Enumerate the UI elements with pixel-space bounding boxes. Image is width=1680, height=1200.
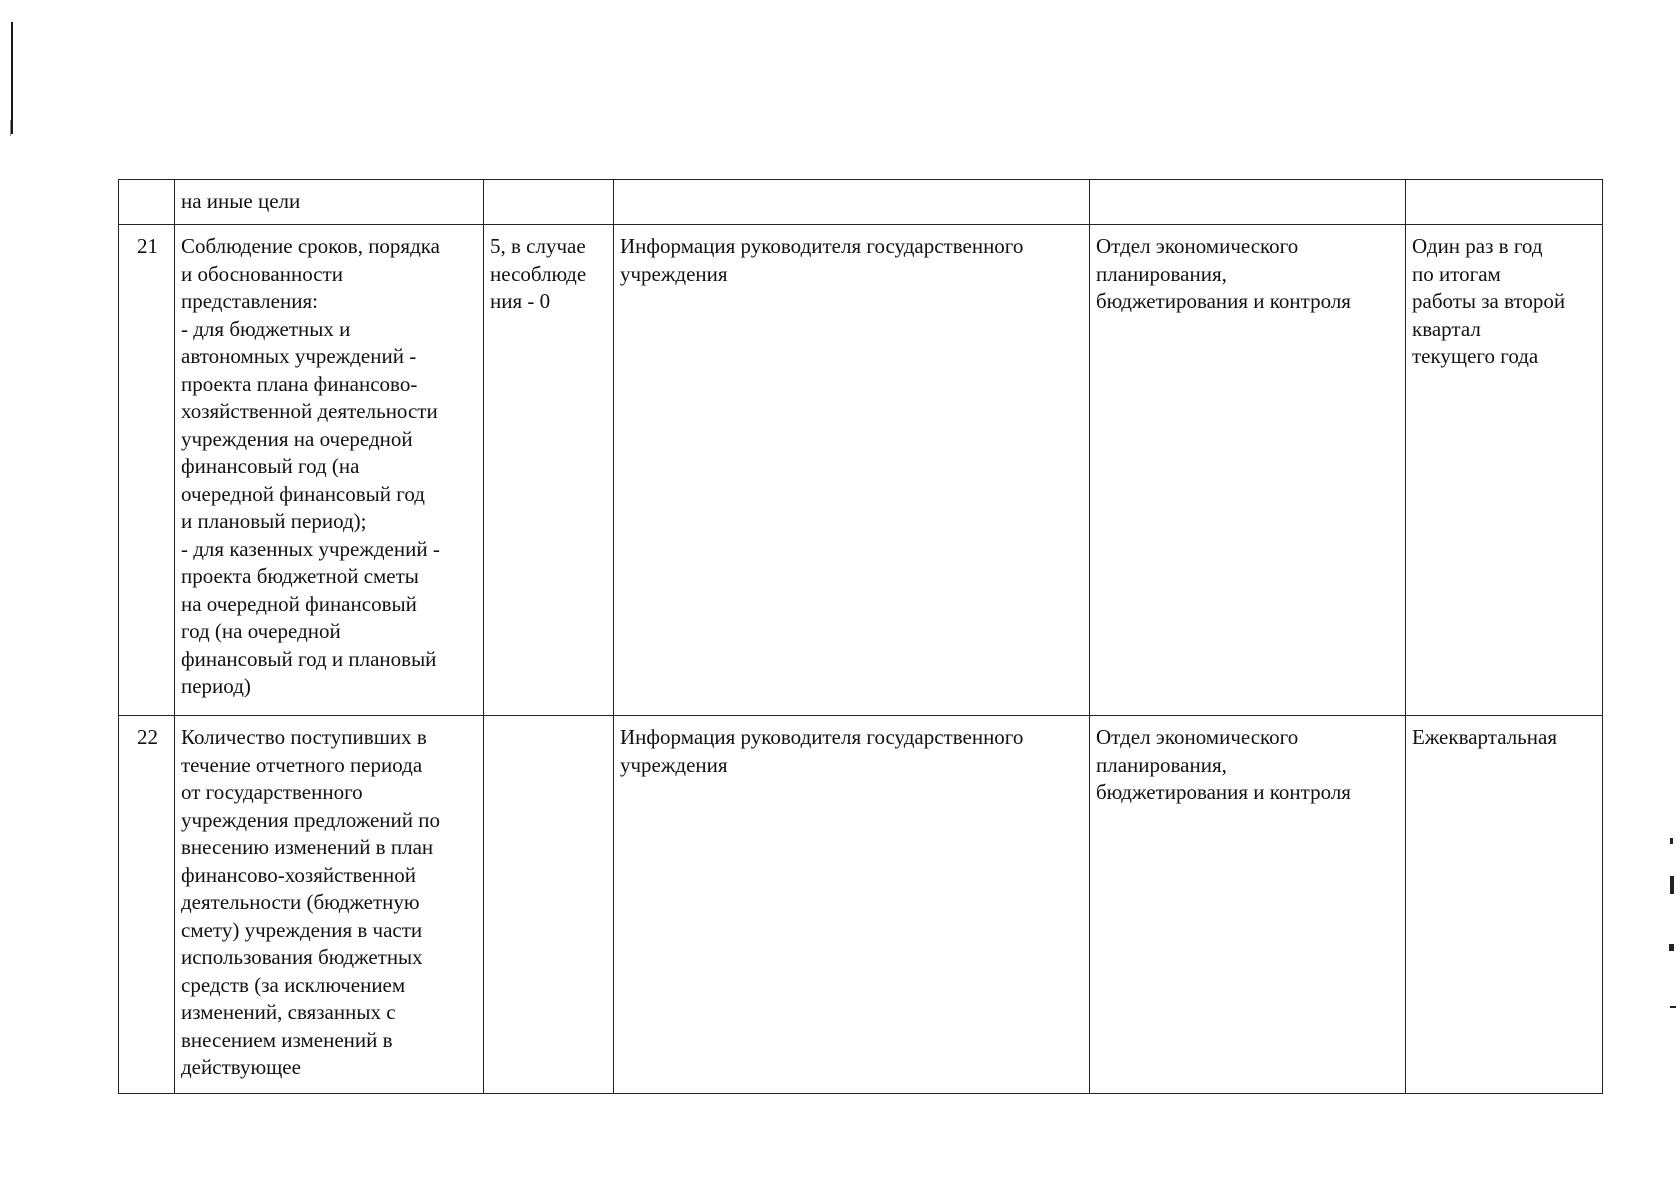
source-cell: [614, 180, 1090, 225]
frequency-cell: [1406, 180, 1603, 225]
department-cell: Отдел экономического планирования, бюджетирования и контроля: [1090, 225, 1406, 716]
scan-artifact-line-faint: [10, 120, 11, 136]
row-number: [119, 180, 175, 225]
frequency-cell: Один раз в год по итогам работы за второй квартал текущего года: [1406, 225, 1603, 716]
scan-artifact-line: [11, 22, 13, 134]
indicator-cell: Соблюдение сроков, порядка и обоснованности представления: - для бюджетных и автономных учреждений - проекта плана финансово- хозяйственной деятельности учреждения на очередной финансовый год (на очередной финансовый год и плановый период); - для казенных учреждений - проекта бюджетной сметы на очередной финансовый год (на очередной финансовый год и плановый период): [175, 225, 484, 716]
scan-artifact-edge-4: [1670, 1006, 1676, 1008]
row-number: 21: [119, 225, 175, 716]
source-cell: Информация руководителя государственного учреждения: [614, 225, 1090, 716]
frequency-cell: Ежеквартальная: [1406, 716, 1603, 1094]
source-cell: Информация руководителя государственного учреждения: [614, 716, 1090, 1094]
score-cell: [484, 716, 614, 1094]
indicator-cell: Количество поступивших в течение отчетного периода от государственного учреждения предложений по внесению изменений в план финансово-хозяйственной деятельности (бюджетную смету) учреждения в части использования бюджетных средств (за исключением изменений, связанных с внесением изменений в действующее: [175, 716, 484, 1094]
row-number: 22: [119, 716, 175, 1094]
scan-artifact-edge-3: [1669, 944, 1674, 951]
table-row-22: [119, 716, 1603, 1094]
department-cell: Отдел экономического планирования, бюджетирования и контроля: [1090, 716, 1406, 1094]
scan-artifact-edge-1: [1670, 838, 1673, 844]
indicators-table: [118, 179, 1603, 1094]
department-cell: [1090, 180, 1406, 225]
indicator-cell: на иные цели: [175, 180, 484, 225]
score-cell: 5, в случае несоблюде ния - 0: [484, 225, 614, 716]
table-row-continuation: [119, 180, 1603, 225]
scan-artifact-edge-2: [1670, 876, 1674, 894]
table-row-21: [119, 225, 1603, 716]
score-cell: [484, 180, 614, 225]
